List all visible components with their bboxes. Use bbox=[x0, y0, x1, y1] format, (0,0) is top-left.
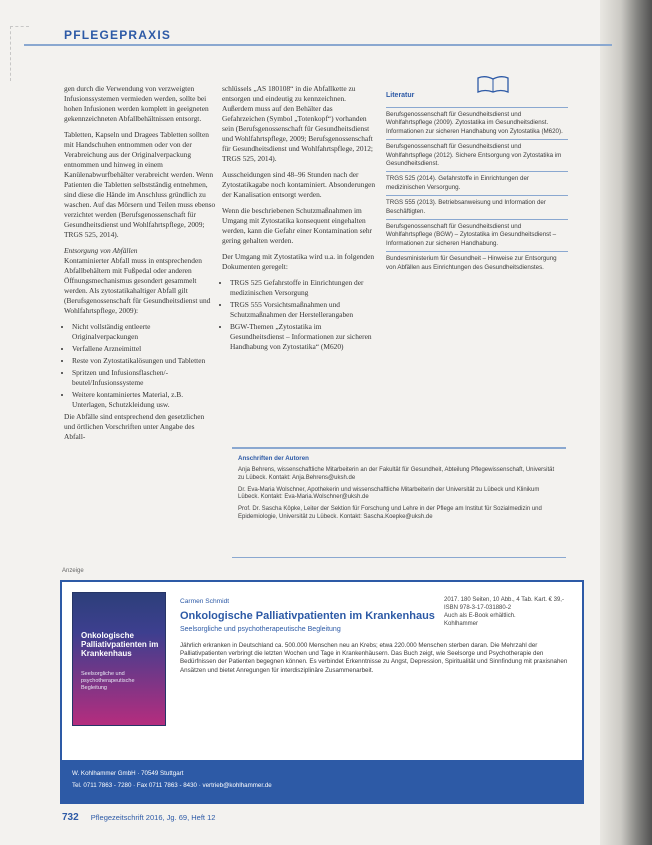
page-number: 732 bbox=[62, 812, 79, 823]
paragraph: Der Umgang mit Zytostatika wird u.a. in folgenden Dokumenten geregelt: bbox=[222, 252, 375, 271]
author-entry: Dr. Eva-Maria Wolschner, Apothekerin und wissenschaftliche Mitarbeiterin der Universität zu Lübeck und Klinikum Lübeck. Kontakt: Eva-Maria.Wolschner@uksh.de bbox=[238, 486, 540, 501]
journal-citation: Pflegezeitschrift 2016, Jg. 69, Heft 12 bbox=[90, 813, 216, 822]
author-entry: Prof. Dr. Sascha Köpke, Leiter der Sektion für Forschung und Lehre in der Pflege am Institut für Sozialmedizin und Epidemiologie, Universität zu Lübeck. Kontakt: Sascha.Koepke@uksh.de bbox=[238, 506, 542, 520]
author-entry: Anja Behrens, wissenschaftliche Mitarbeiterin an der Fakultät für Gesundheit, Abteilung Pflegewissenschaft, Universität zu Lübeck. Kontakt: Anja.Behrens@uksh.de bbox=[238, 467, 555, 481]
reference: Berufsgenossenschaft für Gesundheitsdienst und Wohlfahrtspflege (2012). Sichere Entsorgung von Zytostatika im Gesundheitsdienst. bbox=[386, 139, 568, 168]
section-header: PFLEGEPRAXIS bbox=[64, 28, 172, 42]
publisher-address: W. Kohlhammer GmbH · 70549 Stuttgart bbox=[72, 770, 184, 777]
crop-marks bbox=[10, 26, 29, 81]
authors-list bbox=[238, 467, 560, 522]
paragraph: Wenn die beschriebenen Schutzmaßnahmen im Umgang mit Zytostatika konsequent eingehalten werden, kann die Gefahr einer Kontamination sehr gering gehalten werden. bbox=[222, 206, 373, 245]
paragraph: schlüssels „AS 180108“ in die Abfallkette zu entsorgen und eindeutig zu kennzeichnen. Außerdem muss auf den Behälter das Gefahrzeichen (Symbol „Totenkopf“) vorhanden sein (Berufsgenossenschaft für Gesundheitsdienst und Wohlfahrtspflege, 2009; Berufsgenossenschaft für Gesundheitsdienst und Wohlfahrtspflege, 2012; TRGS 525, 2014). bbox=[222, 84, 373, 163]
book-advertisement[interactable] bbox=[60, 580, 584, 804]
literature-box bbox=[386, 74, 568, 374]
page-edge-shadow bbox=[600, 0, 652, 845]
header-rule bbox=[24, 44, 612, 46]
reference: TRGS 555 (2013). Betriebsanweisung und Information der Beschäftigten. bbox=[386, 195, 568, 216]
authors-title: Anschriften der Autoren bbox=[238, 455, 309, 462]
ad-title: Onkologische Palliativpatienten im Krankenhaus bbox=[180, 610, 435, 622]
publisher-contact: Tel. 0711 7863 - 7280 · Fax 0711 7863 - 8430 · vertrieb@kohlhammer.de bbox=[72, 782, 272, 789]
ad-label: Anzeige bbox=[62, 568, 84, 574]
waste-list bbox=[64, 322, 216, 410]
paragraph: Ausscheidungen sind 48–96 Stunden nach der Zytostatikagabe noch kontaminiert. Absonderungen der Kanalisation entsorgt werden. bbox=[222, 170, 376, 199]
reference: Bundesministerium für Gesundheit – Hinweise zur Entsorgung von Abfällen aus Einrichtungen des Gesundheitsdienstes. bbox=[386, 251, 568, 272]
regulations-list bbox=[222, 278, 376, 352]
book-cover-title: Onkologische Palliativpatienten im Krankenhaus bbox=[81, 631, 159, 658]
list-item: • Verfallene Arzneimittel bbox=[72, 344, 216, 354]
list-item: • BGW-Themen „Zytostatika im Gesundheitsdienst – Informationen zur sicheren Handhabung von Zytostatika“ (M620) bbox=[230, 322, 376, 352]
ad-description: Jährlich erkranken in Deutschland ca. 500.000 Menschen neu an Krebs; etwa 220.000 Menschen sterben daran. Die Mehrzahl der Palliativpatienten verbringt die letzten Wochen und Tage in Krankenhäusern. Das Buch zeigt, wie Seelsorge und Psychotherapie den Bedürfnissen der Patienten begegnen können. Es verbindet Erkenntnisse zu Angst, Depression, Spiritualität und Sinnfindung mit praxisnahen Ansätzen und bietet Anregungen für interdisziplinäre Zusammenarbeit. bbox=[180, 642, 568, 674]
article-column-2 bbox=[222, 84, 376, 354]
literature-title: Literatur bbox=[386, 92, 415, 99]
ad-meta: 2017. 180 Seiten, 10 Abb., 4 Tab. Kart. € 39,- ISBN 978-3-17-031880-2 Auch als E-Book erhältlich. Kohlhammer bbox=[444, 597, 564, 627]
paragraph: Kontaminierter Abfall muss in entsprechenden Abfallbehältern mit Fußpedal oder anderen Öffnungsmechanismus gesondert gesammelt werden. Als zytostatikahaltiger Abfall gilt (Berufsgenossenschaft für Gesundheitsdienst und Wohlfahrtspflege, 2009): bbox=[64, 256, 211, 315]
list-item: • Reste von Zytostatikalösungen und Tabletten bbox=[72, 356, 216, 366]
list-item: • Weitere kontaminiertes Material, z.B. Unterlagen, Schutzkleidung usw. bbox=[72, 390, 216, 410]
ad-author: Carmen Schmidt bbox=[180, 598, 230, 605]
reference: Berufsgenossenschaft für Gesundheitsdienst und Wohlfahrtspflege (2009). Zytostatika im Gesundheitsdienst. Informationen zur sicheren Handhabung von Zytostatika (M620). bbox=[386, 107, 568, 136]
list-item: • Nicht vollständig entleerte Originalverpackungen bbox=[72, 322, 216, 342]
literature-list bbox=[386, 104, 568, 272]
paragraph: Tabletten, Kapseln und Dragees Tabletten sollten mit Handschuhen entnommen oder von der Verabreichung aus der Originalverpackung entnommen und hinweg in einem Kanülenabwurfbehälter verabreicht werden. Wenn Patienten die Tabletten selbstständig entnehmen, sind diese die Hände im Anschluss gründlich zu waschen. Auf das Mörsern und Teilen muss ebenso verzichtet werden (Berufsgenossenschaft für Gesundheitsdienst und Wohlfahrtspflege, 2009; TRGS 525, 2014). bbox=[64, 130, 216, 239]
list-item: • Spritzen und Infusionsflaschen/-beutel/Infusionssysteme bbox=[72, 368, 216, 388]
page-footer bbox=[62, 812, 215, 823]
reference: Berufsgenossenschaft für Gesundheitsdienst und Wohlfahrtspflege (BGW) – Zytostatika im Gesundheitsdienst – Informationen zur sicheren Handhabung. bbox=[386, 219, 568, 248]
paragraph: Die Abfälle sind entsprechend den gesetzlichen und örtlichen Vorschriften unter Angabe des Abfall- bbox=[64, 412, 205, 441]
article-column-1 bbox=[64, 84, 216, 448]
ad-footer bbox=[62, 760, 582, 802]
subheading: Entsorgung von Abfällen bbox=[64, 246, 138, 255]
list-item: • TRGS 555 Vorsichtsmaßnahmen und Schutzmaßnahmen der Herstellerangaben bbox=[230, 300, 376, 320]
book-cover bbox=[72, 592, 166, 726]
open-book-icon bbox=[476, 74, 510, 94]
ad-subtitle: Seelsorgliche und psychotherapeutische Begleitung bbox=[180, 626, 341, 633]
book-cover-subtitle: Seelsorgliche und psychotherapeutische Begleitung bbox=[81, 671, 135, 691]
reference: TRGS 525 (2014). Gefahrstoffe in Einrichtungen der medizinischen Versorgung. bbox=[386, 171, 568, 192]
authors-box bbox=[232, 447, 566, 558]
list-item: • TRGS 525 Gefahrstoffe in Einrichtungen der medizinischen Versorgung bbox=[230, 278, 376, 298]
paragraph: gen durch die Verwendung von verzweigten Infusionssystemen vermieden werden, sollte bei hohen Infusionen werden komplett in geeigneten gekennzeichneten Abfallbehältnissen entsorgt. bbox=[64, 84, 209, 123]
